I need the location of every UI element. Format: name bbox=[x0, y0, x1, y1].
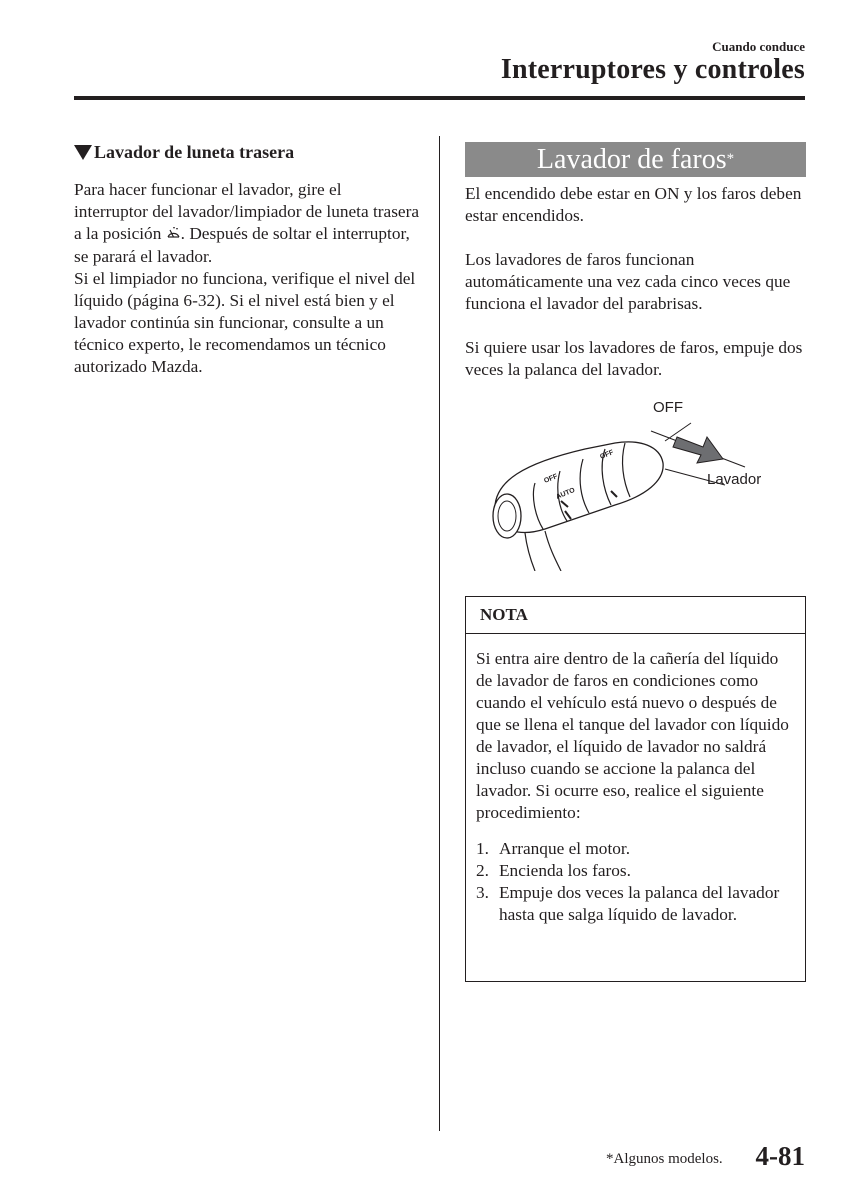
list-item: 2. Encienda los faros. bbox=[476, 861, 631, 880]
left-column bbox=[74, 142, 419, 378]
right-column bbox=[465, 142, 806, 571]
para1-end: . Después de soltar el interruptor, se parará el lavador. bbox=[74, 224, 410, 266]
triangle-icon bbox=[74, 145, 92, 160]
washer-lever-illustration bbox=[465, 401, 806, 571]
section-heading bbox=[74, 142, 419, 163]
page-title: Interruptores y controles bbox=[500, 54, 805, 85]
list-item: 1. Arranque el motor. bbox=[476, 839, 631, 858]
para1-start: Para hacer funcionar el lavador, gire el interruptor del lavador/limpiador de luneta trasera a la posición bbox=[74, 180, 420, 243]
section-heading-text: Lavador de luneta trasera bbox=[94, 142, 295, 162]
column-divider bbox=[439, 136, 440, 1131]
list-item: 3. Empuje dos veces la palanca del lavador hasta que salga líquido de lavador. bbox=[476, 883, 780, 924]
switch-label-auto: AUTO bbox=[555, 486, 577, 501]
note-title: NOTA bbox=[466, 597, 805, 634]
footnote-marker: * bbox=[726, 151, 735, 167]
switch-label-off-b: OFF bbox=[543, 473, 559, 485]
section-banner bbox=[465, 142, 806, 177]
page-number: 4-81 bbox=[755, 1141, 805, 1171]
note-paragraph: Si entra aire dentro de la cañería del líquido de lavador de faros en condiciones como cuando el vehículo está nuevo o después de que se llena el tanque del lavador con líquido de lavador, el líquido de lavador no saldrá incluso cuando se accione la palanca del lavador. Si ocurre eso, realice el siguiente procedimiento: bbox=[476, 649, 789, 822]
banner-title: Lavador de faros bbox=[536, 143, 727, 175]
instruction-paragraph bbox=[74, 179, 419, 268]
switch-label-off-a: OFF bbox=[599, 449, 615, 461]
procedure-list bbox=[476, 838, 795, 926]
header-rule bbox=[74, 96, 805, 100]
footnote: *Algunos modelos. bbox=[606, 1151, 723, 1167]
auto-paragraph: Los lavadores de faros funcionan automáticamente una vez cada cinco veces que funciona el lavador del parabrisas. bbox=[465, 250, 791, 313]
requirement-paragraph: El encendido debe estar en ON y los faros deben estar encendidos. bbox=[465, 184, 802, 225]
header-section: Cuando conduce bbox=[712, 39, 805, 54]
manual-paragraph: Si quiere usar los lavadores de faros, empuje dos veces la palanca del lavador. bbox=[465, 338, 803, 379]
label-lavador: Lavador bbox=[707, 471, 762, 488]
label-off: OFF bbox=[653, 399, 683, 416]
rear-washer-icon bbox=[166, 224, 181, 246]
note-body bbox=[466, 634, 805, 926]
note-box bbox=[465, 596, 806, 982]
troubleshoot-paragraph: Si el limpiador no funciona, verifique el nivel del líquido (página 6-32). Si el nivel está bien y el lavador continúa sin funcionar, consulte a un técnico experto, le recomendamos un técnico autorizado Mazda. bbox=[74, 269, 416, 376]
